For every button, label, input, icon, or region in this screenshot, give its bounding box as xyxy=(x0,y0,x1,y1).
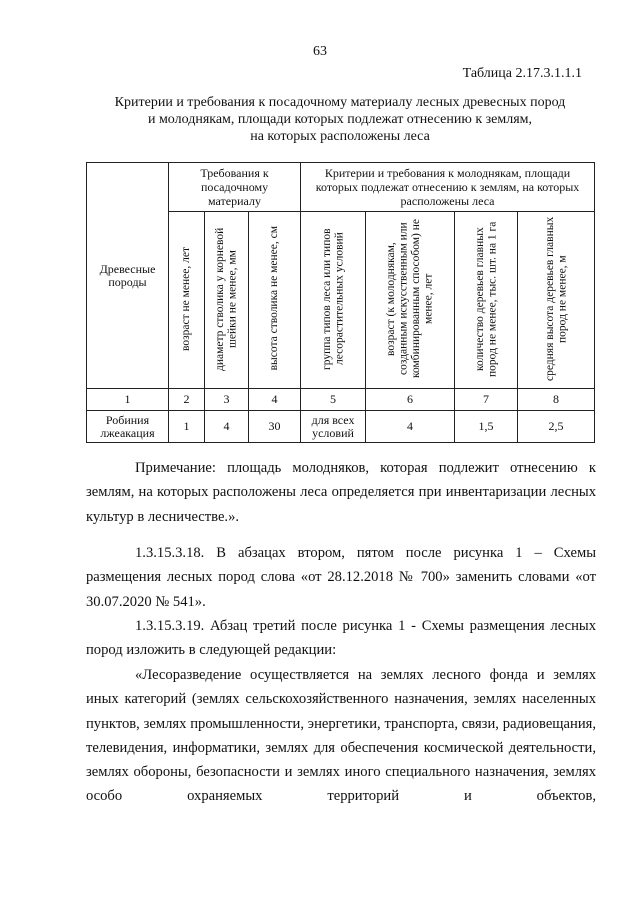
title-line: Критерии и требования к посадочному материалу лесных древесных пород xyxy=(114,95,566,110)
young-stand-criteria-header: Критерии и требования к молоднякам, площади которых подлежат отнесению к землям, на которых расположены леса xyxy=(301,163,595,212)
column-number: 5 xyxy=(301,389,366,411)
column-header-cell xyxy=(249,212,301,389)
paragraph-text: Примечание: площадь молодняков, которая подлежит отнесению к землям, на которых расположены леса определяется при инвентаризации лесных культур в лесничестве.». xyxy=(86,460,596,525)
criteria-table xyxy=(86,162,595,443)
table-cell: 1,5 xyxy=(455,411,518,443)
column-number-row xyxy=(87,389,595,411)
paragraph-text: 1.3.15.3.18. В абзацах втором, пятом после рисунка 1 – Схемы размещения лесных пород слова «от 28.12.2018 № 700» заменить словами «от 30.07.2020 № 541». xyxy=(86,545,596,610)
amendment-paragraph-19 xyxy=(86,614,596,663)
table-cell: 4 xyxy=(205,411,249,443)
column-header-cell xyxy=(169,212,205,389)
column-header-cell xyxy=(518,212,595,389)
column-header: группа типов леса или типов лесорастительных условий xyxy=(320,227,346,370)
quoted-paragraph xyxy=(86,663,596,809)
title-line: и молоднякам, площади которых подлежат отнесению к землям, xyxy=(147,112,533,127)
column-header-cell xyxy=(301,212,366,389)
amendment-paragraph-18 xyxy=(86,541,596,614)
table-cell: 4 xyxy=(366,411,455,443)
species-cell: Робиния лжеакация xyxy=(87,411,169,443)
table-row xyxy=(87,411,595,443)
table-cell: 30 xyxy=(249,411,301,443)
planting-material-header: Требования к посадочному материалу xyxy=(169,163,301,212)
table-cell: 2,5 xyxy=(518,411,595,443)
column-header-cell xyxy=(455,212,518,389)
column-number: 2 xyxy=(169,389,205,411)
column-number: 4 xyxy=(249,389,301,411)
column-header: средняя высота деревьев главных пород не менее, м xyxy=(543,216,569,381)
document-title xyxy=(80,94,600,145)
table-cell: для всех условий xyxy=(301,411,366,443)
column-number: 3 xyxy=(205,389,249,411)
paragraph-text: 1.3.15.3.19. Абзац третий после рисунка 1 - Схемы размещения лесных пород изложить в следующей редакции: xyxy=(86,618,596,659)
column-header-cell xyxy=(205,212,249,389)
column-header: диаметр стволика у корневой шейки не менее, мм xyxy=(214,226,239,371)
species-header-cell xyxy=(87,163,169,389)
column-number: 6 xyxy=(366,389,455,411)
note-paragraph xyxy=(86,456,596,529)
title-line: на которых расположены леса xyxy=(250,129,430,144)
column-header-cell xyxy=(366,212,455,389)
column-number: 8 xyxy=(518,389,595,411)
column-header: возраст (к молоднякам, созданным искусственным или комбинированным способом) не менее, лет xyxy=(385,219,435,378)
column-header: высота стволика не менее, см xyxy=(268,226,281,371)
column-number: 7 xyxy=(455,389,518,411)
page-number: 63 xyxy=(313,44,327,59)
column-header: количество деревьев главных пород не менее, тыс. шт. на 1 га xyxy=(473,220,499,377)
table-cell: 1 xyxy=(169,411,205,443)
table-label: Таблица 2.17.3.1.1.1 xyxy=(462,66,582,81)
column-header: возраст не менее, лет xyxy=(180,246,193,351)
column-number: 1 xyxy=(87,389,169,411)
species-header: Древесные породы xyxy=(99,261,156,289)
paragraph-text: «Лесоразведение осуществляется на землях лесного фонда и землях иных категорий (землях сельскохозяйственного назначения, землях населенных пунктов, землях промышленности, энергетики, транспорта, связи, радиовещания, телевидения, информатики, землях для обеспечения космической деятельности, землях обороны, безопасности и землях иного специального назначения, землях особо охраняемых территорий и объектов, xyxy=(86,667,596,805)
table-header-row xyxy=(87,163,595,212)
